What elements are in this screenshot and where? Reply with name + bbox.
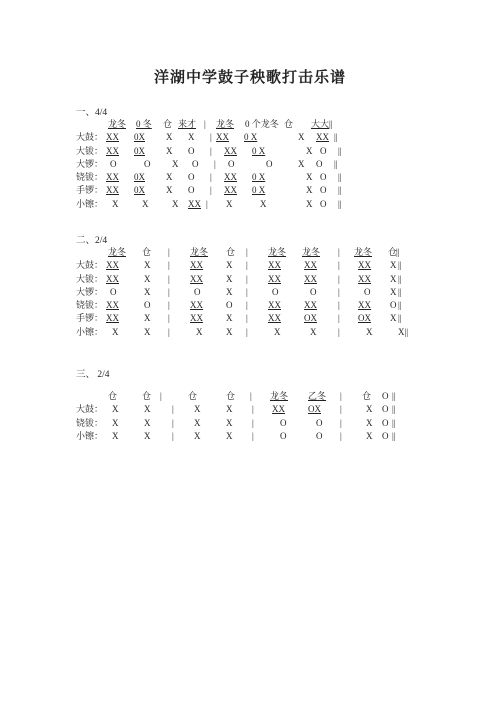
note-cell: X [144,430,151,441]
note-cell: X [142,198,149,209]
note-cell: || [334,132,338,143]
note-cell: XX [216,132,229,143]
note-cell: O [390,300,397,311]
note-cell: O [110,158,117,169]
note-cell: | [252,404,254,415]
note-cell: X [144,313,151,324]
note-cell: XX [106,185,119,196]
note-cell: | [160,391,162,401]
instrument-label: 大鼓： [76,260,104,271]
instrument-label: 手锣： [76,185,104,196]
note-cell: 0X [134,172,145,183]
instrument-row [76,417,436,430]
note-cell: | [252,417,254,428]
note-cell: XX [268,260,281,271]
note-cell: 仓 [226,247,236,257]
section-two-rows [76,246,436,339]
note-cell: 大大 [311,119,330,129]
note-cell: X [306,198,313,209]
note-cell: || [398,313,402,324]
instrument-label: 铙钹： [76,417,104,428]
section-one-rows [76,118,436,211]
instrument-label: 小镲： [76,430,104,441]
note-cell: O [280,417,287,428]
note-cell: | [168,247,170,257]
note-cell: O [320,172,327,183]
note-cell: X [166,185,173,196]
note-cell: || [334,158,338,169]
note-cell: 龙冬 [108,119,127,129]
note-cell: XX [106,145,119,156]
note-cell: O [382,430,389,441]
note-cell: X [226,417,233,428]
note-cell: 0 X [252,172,266,183]
instrument-row [76,184,436,197]
note-cell: 仓 [388,247,398,257]
note-cell: X [166,172,173,183]
page-title: 洋湖中学鼓子秧歌打击乐谱 [153,70,346,86]
note-cell: X [194,430,201,441]
section-two [76,232,436,339]
note-cell: | [168,260,170,271]
note-cell: XX [358,300,371,311]
note-cell: | [172,430,174,441]
note-cell: || [398,260,402,271]
instrument-label: 铙钹： [76,300,104,311]
note-cell: X [366,326,373,337]
note-cell: X [226,404,233,415]
note-cell: | [250,391,252,401]
note-cell: X [112,326,119,337]
note-cell: O [192,158,199,169]
note-cell: | [338,313,340,324]
note-cell: | [338,247,340,257]
syllable-row [76,118,436,131]
note-cell: || [398,286,402,297]
instrument-row [76,131,436,144]
note-cell: | [172,417,174,428]
instrument-row [76,403,436,416]
note-cell: X [226,313,233,324]
note-cell: O [144,158,151,169]
instrument-row [76,299,436,312]
note-cell: 0 冬 [136,119,152,129]
note-cell: 仓 [284,119,294,129]
instrument-row [76,326,436,339]
note-cell: XX [268,273,281,284]
instrument-row [76,198,436,211]
note-cell: | [338,260,340,271]
note-cell: | [246,300,248,311]
note-cell: X [166,132,173,143]
instrument-row [76,286,436,299]
note-cell: 龙冬 [302,247,321,257]
syllable-row [76,390,436,403]
note-cell: || [392,391,396,401]
note-cell: XX [224,172,237,183]
note-cell: XX [272,404,285,415]
note-cell: || [338,172,342,183]
note-cell: X [390,313,397,324]
note-cell: | [206,198,208,209]
note-cell: O [316,158,323,169]
note-cell: 龙冬 [270,391,289,401]
instrument-label: 手锣： [76,313,104,324]
note-cell: O [316,430,323,441]
note-cell: X [196,326,203,337]
section-three-heading: 三、 2/4 [76,370,110,380]
note-cell: X [166,145,173,156]
note-cell: X [226,273,233,284]
note-cell: XX [188,198,201,209]
note-cell: X [112,404,119,415]
note-cell: 0X [134,132,145,143]
instrument-label: 大锣： [76,158,104,169]
note-cell: O [272,286,279,297]
note-cell: | [168,300,170,311]
note-cell: || [338,185,342,196]
note-cell: X [260,198,267,209]
note-cell: O [188,185,195,196]
note-cell: OX [358,313,371,324]
note-cell: X [144,326,151,337]
note-cell: X [310,326,317,337]
note-cell: 龙冬 [354,247,373,257]
note-cell: 仓 [142,247,152,257]
note-cell: X [112,430,119,441]
instrument-label: 大钹： [76,145,104,156]
note-cell: XX [106,300,119,311]
section-two-heading: 二、2/4 [76,236,108,246]
note-cell: 仓 [108,391,118,401]
note-cell: XX [358,260,371,271]
note-cell: X [274,326,281,337]
section-one [76,104,436,211]
note-cell: | [246,313,248,324]
note-cell: O [316,417,323,428]
note-cell: 0 个龙冬 [245,119,279,129]
note-cell: || [398,300,402,311]
note-cell: XX [190,273,203,284]
note-cell: 龙冬 [268,247,287,257]
note-cell: X [306,185,313,196]
note-cell: O [320,185,327,196]
note-cell: || [398,273,402,284]
note-cell: | [338,286,340,297]
section-three [76,366,436,443]
note-cell: X [112,198,119,209]
note-cell: | [210,172,212,183]
note-cell: O [280,430,287,441]
note-cell: | [338,326,340,337]
instrument-label: 小镲： [76,326,104,337]
note-cell: O [320,198,327,209]
note-cell: X [144,417,151,428]
note-cell: 乙冬 [308,391,327,401]
note-cell: | [246,326,248,337]
note-cell: XX [106,172,119,183]
note-cell: X|| [398,326,409,337]
note-cell: O [382,404,389,415]
note-cell: O [320,145,327,156]
note-cell: XX [190,260,203,271]
note-cell: XX [304,260,317,271]
note-cell: 龙冬 [216,119,235,129]
note-cell: || [396,247,400,257]
note-cell: O [266,158,273,169]
note-cell: | [168,273,170,284]
note-cell: X [172,198,179,209]
note-cell: | [210,145,212,156]
instrument-label: 大鼓： [76,404,104,415]
note-cell: X [306,172,313,183]
syllable-row [76,246,436,259]
note-cell: 来才 [178,119,197,129]
note-cell: X [144,273,151,284]
note-cell: XX [106,273,119,284]
note-cell: XX [268,300,281,311]
note-cell: | [210,132,212,143]
note-cell: XX [106,132,119,143]
instrument-label: 铙钹： [76,172,104,183]
instrument-label: 大钹： [76,273,104,284]
note-cell: | [338,273,340,284]
note-cell: 0 X [252,185,266,196]
note-cell: O [382,391,389,401]
note-cell: X [226,260,233,271]
note-cell: 0X [134,185,145,196]
note-cell: | [246,260,248,271]
instrument-row [76,259,436,272]
note-cell: || [392,430,396,441]
note-cell: X [298,132,305,143]
note-cell: XX [304,300,317,311]
note-cell: X [194,417,201,428]
note-cell: X [188,132,195,143]
note-cell: O [382,417,389,428]
note-cell: XX [316,132,329,143]
note-cell: || [392,417,396,428]
note-cell: | [246,273,248,284]
note-cell: 0 X [244,132,258,143]
note-cell: X [366,404,373,415]
note-cell: X [112,417,119,428]
note-cell: | [338,300,340,311]
note-cell: X [194,404,201,415]
note-cell: O [144,300,151,311]
note-cell: X [172,158,179,169]
note-cell: X [144,286,151,297]
note-cell: X [226,198,233,209]
note-cell: 龙冬 [108,247,127,257]
note-cell: X [226,326,233,337]
note-cell: XX [224,185,237,196]
note-cell: X [366,417,373,428]
instrument-row [76,312,436,325]
note-cell: || [338,145,342,156]
note-cell: X [226,430,233,441]
note-cell: XX [190,300,203,311]
note-cell: | [168,313,170,324]
note-cell: | [340,391,342,401]
note-cell: | [252,430,254,441]
note-cell: XX [304,273,317,284]
note-cell: | [340,404,342,415]
note-cell: | [168,286,170,297]
note-cell: 仓 [163,119,173,129]
section-three-rows [76,390,436,443]
instrument-label: 大锣： [76,286,104,297]
note-cell: OX [308,404,321,415]
note-cell: O [226,300,233,311]
note-cell: | [214,158,216,169]
section-one-heading: 一、4/4 [76,108,108,118]
note-cell: || [329,119,333,129]
note-cell: O [110,286,117,297]
note-cell: XX [358,273,371,284]
note-cell: X [390,273,397,284]
note-cell: X [390,286,397,297]
note-cell: XX [224,145,237,156]
note-cell: XX [190,313,203,324]
note-cell: OX [304,313,317,324]
instrument-row [76,158,436,171]
note-cell: O [188,145,195,156]
note-cell: X [306,145,313,156]
note-cell: | [172,404,174,415]
instrument-label: 小镲： [76,198,104,209]
note-cell: | [168,326,170,337]
note-cell: XX [106,260,119,271]
note-cell: 龙冬 [190,247,209,257]
note-cell: 0 X [252,145,266,156]
note-cell: || [392,404,396,415]
note-cell: || [338,198,342,209]
note-cell: X [226,286,233,297]
note-cell: X [298,158,305,169]
note-cell: | [210,185,212,196]
note-cell: O [188,172,195,183]
instrument-row [76,273,436,286]
note-cell: O [194,286,201,297]
instrument-label: 大鼓： [76,132,104,143]
note-cell: X [390,260,397,271]
note-cell: X [366,430,373,441]
note-cell: 仓 [226,391,236,401]
note-cell: | [246,247,248,257]
note-cell: XX [106,313,119,324]
note-cell: X [144,404,151,415]
instrument-row [76,171,436,184]
note-cell: | [204,119,206,129]
note-cell: | [340,417,342,428]
note-cell: XX [268,313,281,324]
note-cell: O [228,158,235,169]
note-cell: X [144,260,151,271]
note-cell: | [340,430,342,441]
note-cell: 仓 [142,391,152,401]
instrument-row [76,430,436,443]
note-cell: 仓 [362,391,372,401]
note-cell: O [364,286,371,297]
note-cell: 0X [134,145,145,156]
note-cell: O [310,286,317,297]
instrument-row [76,145,436,158]
note-cell: 仓 [188,391,198,401]
note-cell: | [246,286,248,297]
